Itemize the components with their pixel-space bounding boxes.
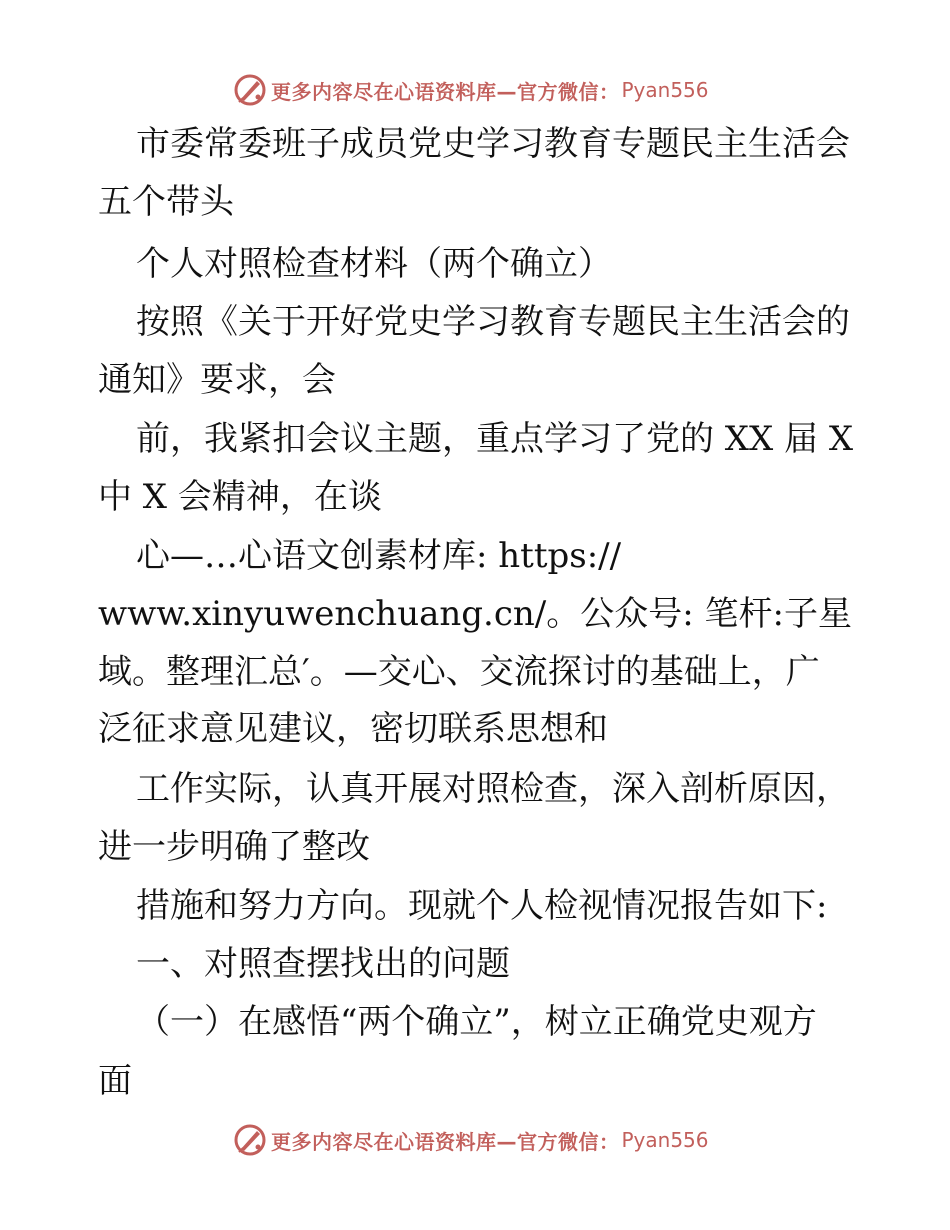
subsection-heading-line-1: （一）在感悟“两个确立”，树立正确党史观方 [136, 1002, 817, 1042]
quill-pen-logo-icon [233, 73, 267, 107]
document-title-line-1: 市委常委班子成员党史学习教育专题民主生活会 [136, 124, 850, 164]
document-title-line-2: 五个带头 [98, 182, 234, 222]
watermark-wechat-id: Pyan556 [621, 1128, 709, 1152]
document-subtitle: 个人对照检查材料（两个确立） [136, 244, 612, 284]
paragraph-line: 措施和努力方向。现就个人检视情况报告如下: [136, 886, 828, 926]
section-heading: 一、对照查摆找出的问题 [136, 944, 510, 984]
watermark-banner-bottom [0, 1120, 950, 1160]
watermark-wechat-id: Pyan556 [621, 78, 709, 102]
watermark-text: 更多内容尽在心语资料库—官方微信： [271, 1129, 620, 1154]
watermark-banner-top [0, 70, 950, 110]
paragraph-line: 泛征求意见建议，密切联系思想和 [98, 709, 608, 749]
quill-pen-logo-icon [233, 1123, 267, 1157]
paragraph-line: www.xinyuwenchuang.cn/。公众号: 笔杆:子星 [98, 594, 852, 634]
paragraph-line: 前，我紧扣会议主题，重点学习了党的 XX 届 X [136, 419, 854, 459]
watermark-text: 更多内容尽在心语资料库—官方微信： [271, 79, 620, 104]
watermark-content [233, 1123, 709, 1157]
paragraph-line: 工作实际，认真开展对照检查，深入剖析原因， [136, 769, 850, 809]
paragraph-line: 按照《关于开好党史学习教育专题民主生活会的 [136, 302, 850, 342]
watermark-content [233, 73, 709, 107]
paragraph-line: 通知》要求，会 [98, 360, 336, 400]
paragraph-line: 域。整理汇总′。—交心、交流探讨的基础上，广 [98, 652, 820, 692]
paragraph-line: 心—…心语文创素材库: https:// [136, 536, 622, 576]
paragraph-line: 进一步明确了整改 [98, 827, 370, 867]
paragraph-line: 中 X 会精神，在谈 [98, 477, 382, 517]
subsection-heading-line-2: 面 [98, 1061, 132, 1101]
